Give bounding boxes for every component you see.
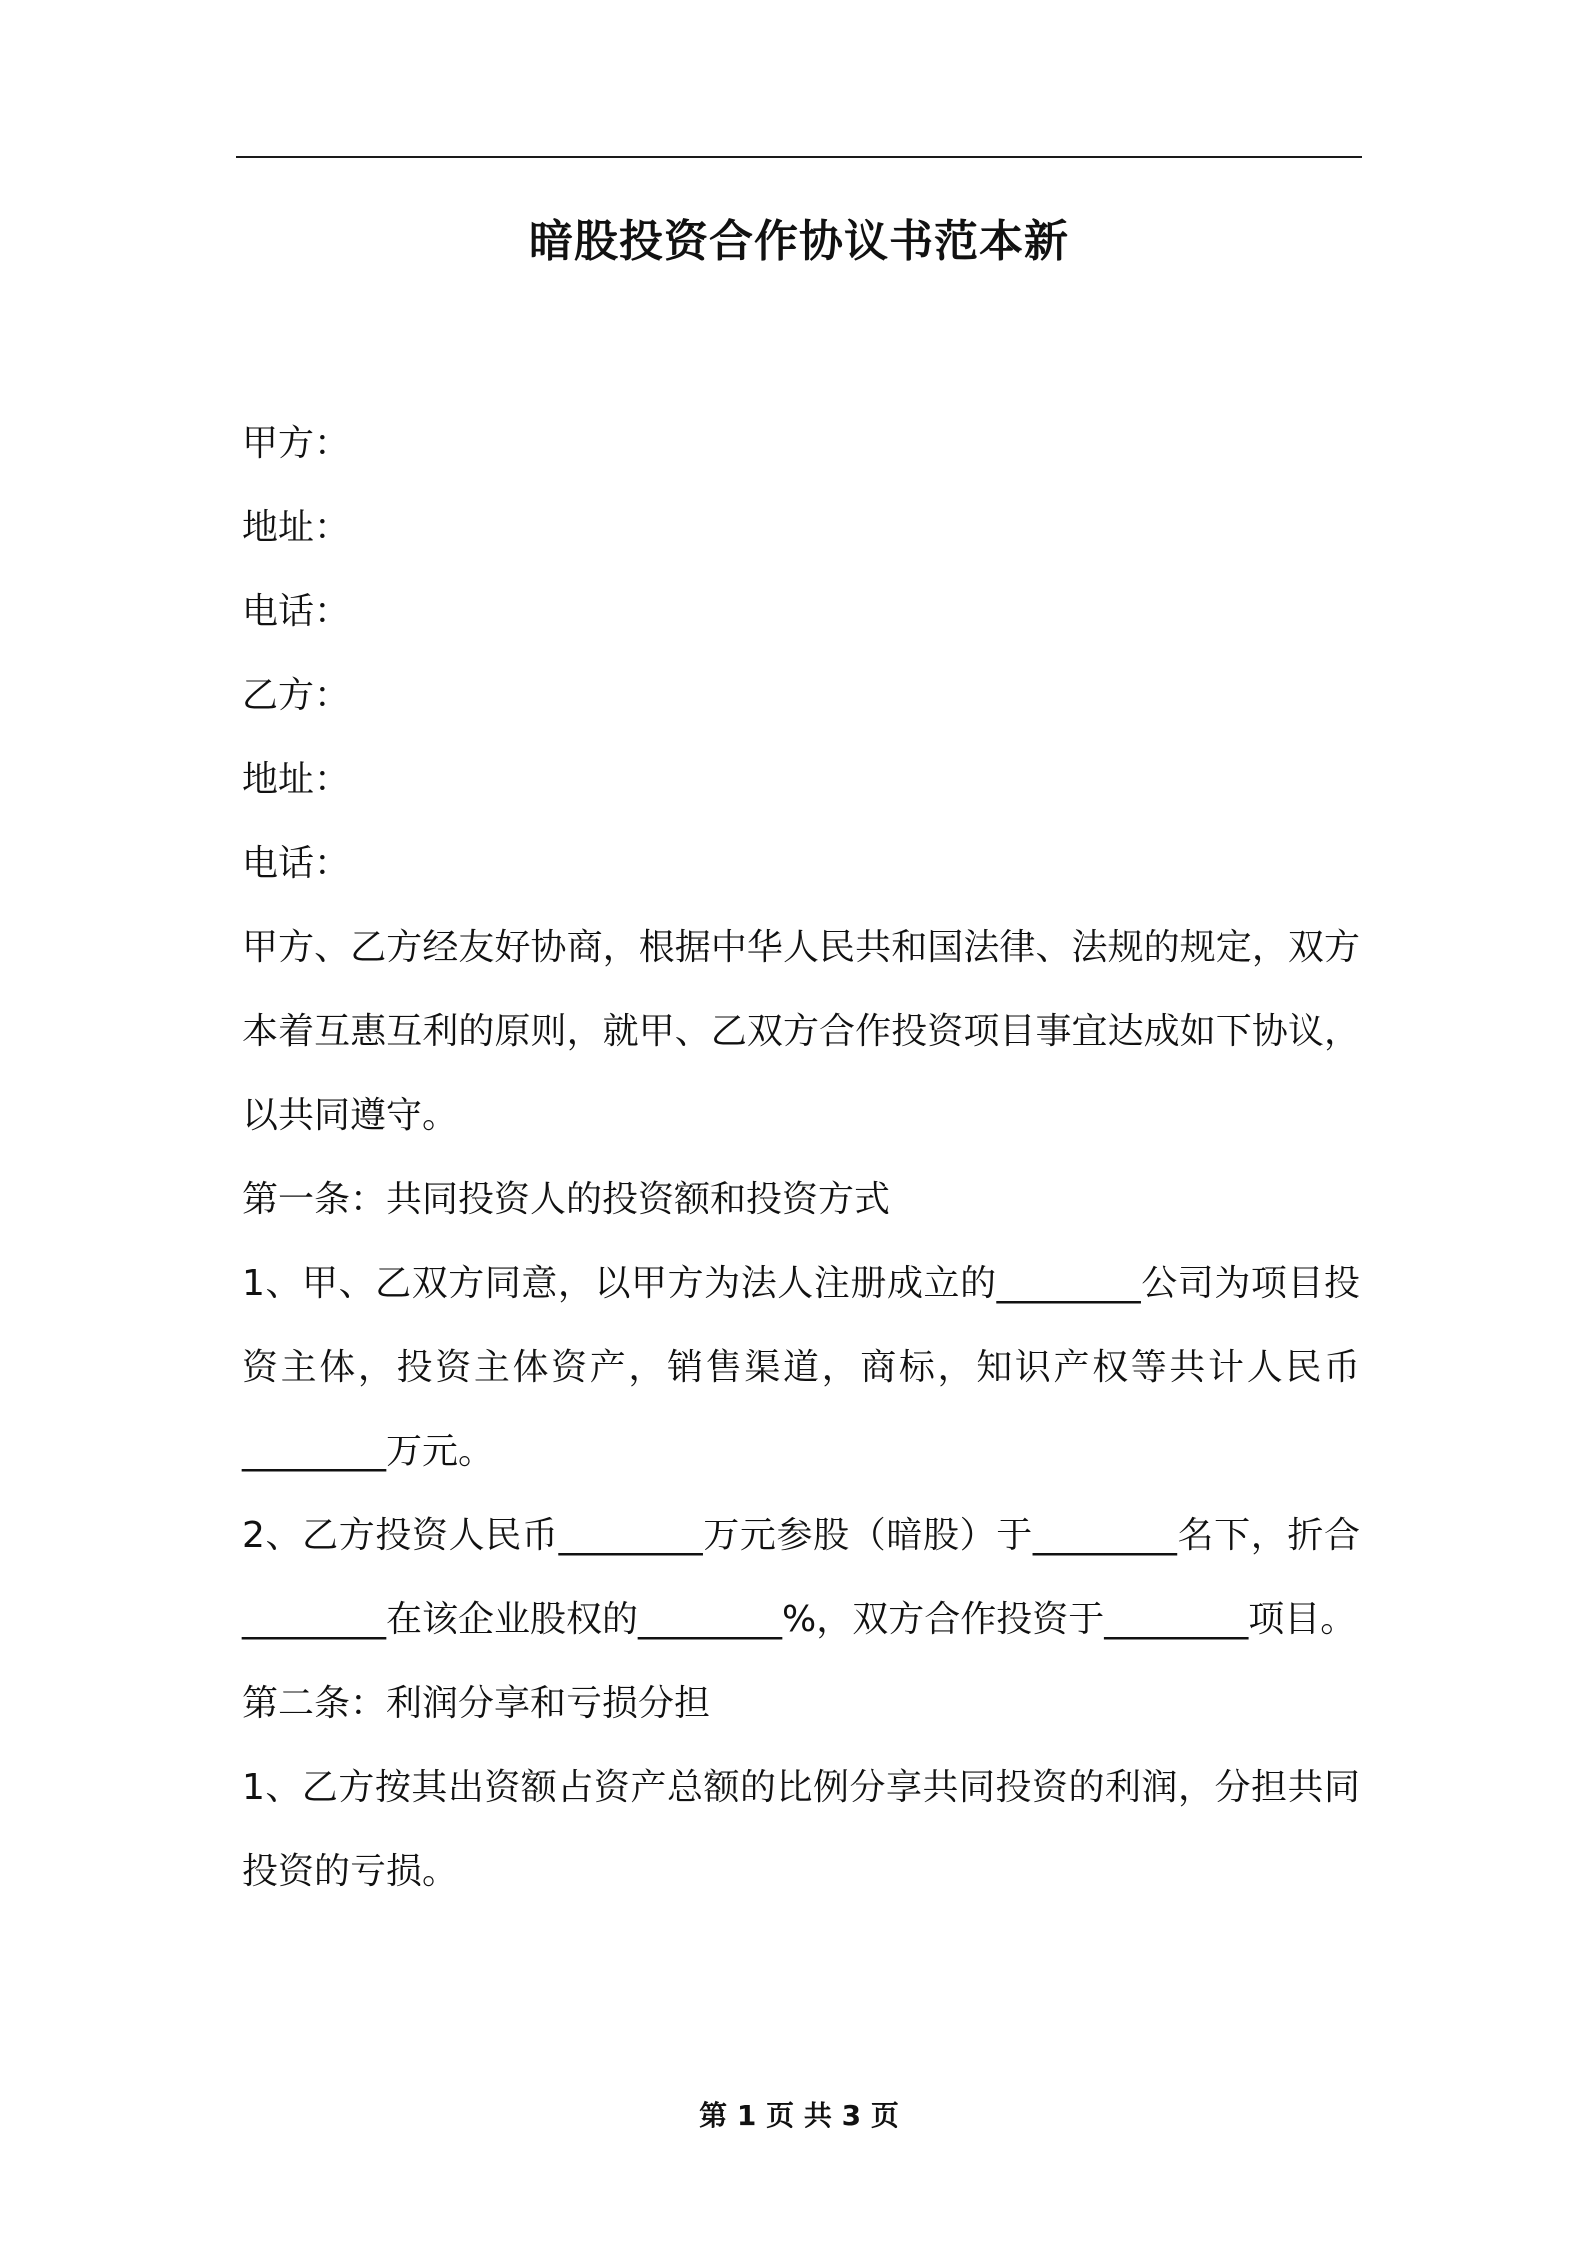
- article-2-heading: 第二条：利润分享和亏损分担: [242, 1683, 711, 1724]
- party-b-phone-line: 电话：: [242, 843, 351, 884]
- article-1-clause-1: 1、甲、乙双方同意，以甲方为法人注册成立的________公司为项目投资主体，投资主体资产，销售渠道，商标，知识产权等共计人民币________万元。: [242, 1263, 1360, 1472]
- article-1-heading: 第一条：共同投资人的投资额和投资方式: [242, 1179, 891, 1220]
- party-a-name-line: 甲方：: [242, 423, 351, 464]
- party-a-phone-line: 电话：: [242, 591, 351, 632]
- article-1-clause-2: 2、乙方投资人民币________万元参股（暗股）于________名下，折合________在该企业股权的________%，双方合作投资于________项目。: [242, 1515, 1360, 1640]
- document-title: 暗股投资合作协议书范本新: [529, 216, 1069, 267]
- party-b-name-line: 乙方：: [242, 675, 351, 716]
- article-2-clause-1: 1、乙方按其出资额占资产总额的比例分享共同投资的利润，分担共同投资的亏损。: [242, 1767, 1360, 1892]
- header-rule: [236, 156, 1362, 158]
- document-body: [242, 402, 1360, 1914]
- preamble-paragraph: 甲方、乙方经友好协商，根据中华人民共和国法律、法规的规定，双方本着互惠互利的原则，就甲、乙双方合作投资项目事宜达成如下协议，以共同遵守。: [242, 927, 1360, 1136]
- party-b-address-line: 地址：: [242, 759, 351, 800]
- party-a-address-line: 地址：: [242, 507, 351, 548]
- page-number: 第 1 页 共 3 页: [699, 2099, 899, 2132]
